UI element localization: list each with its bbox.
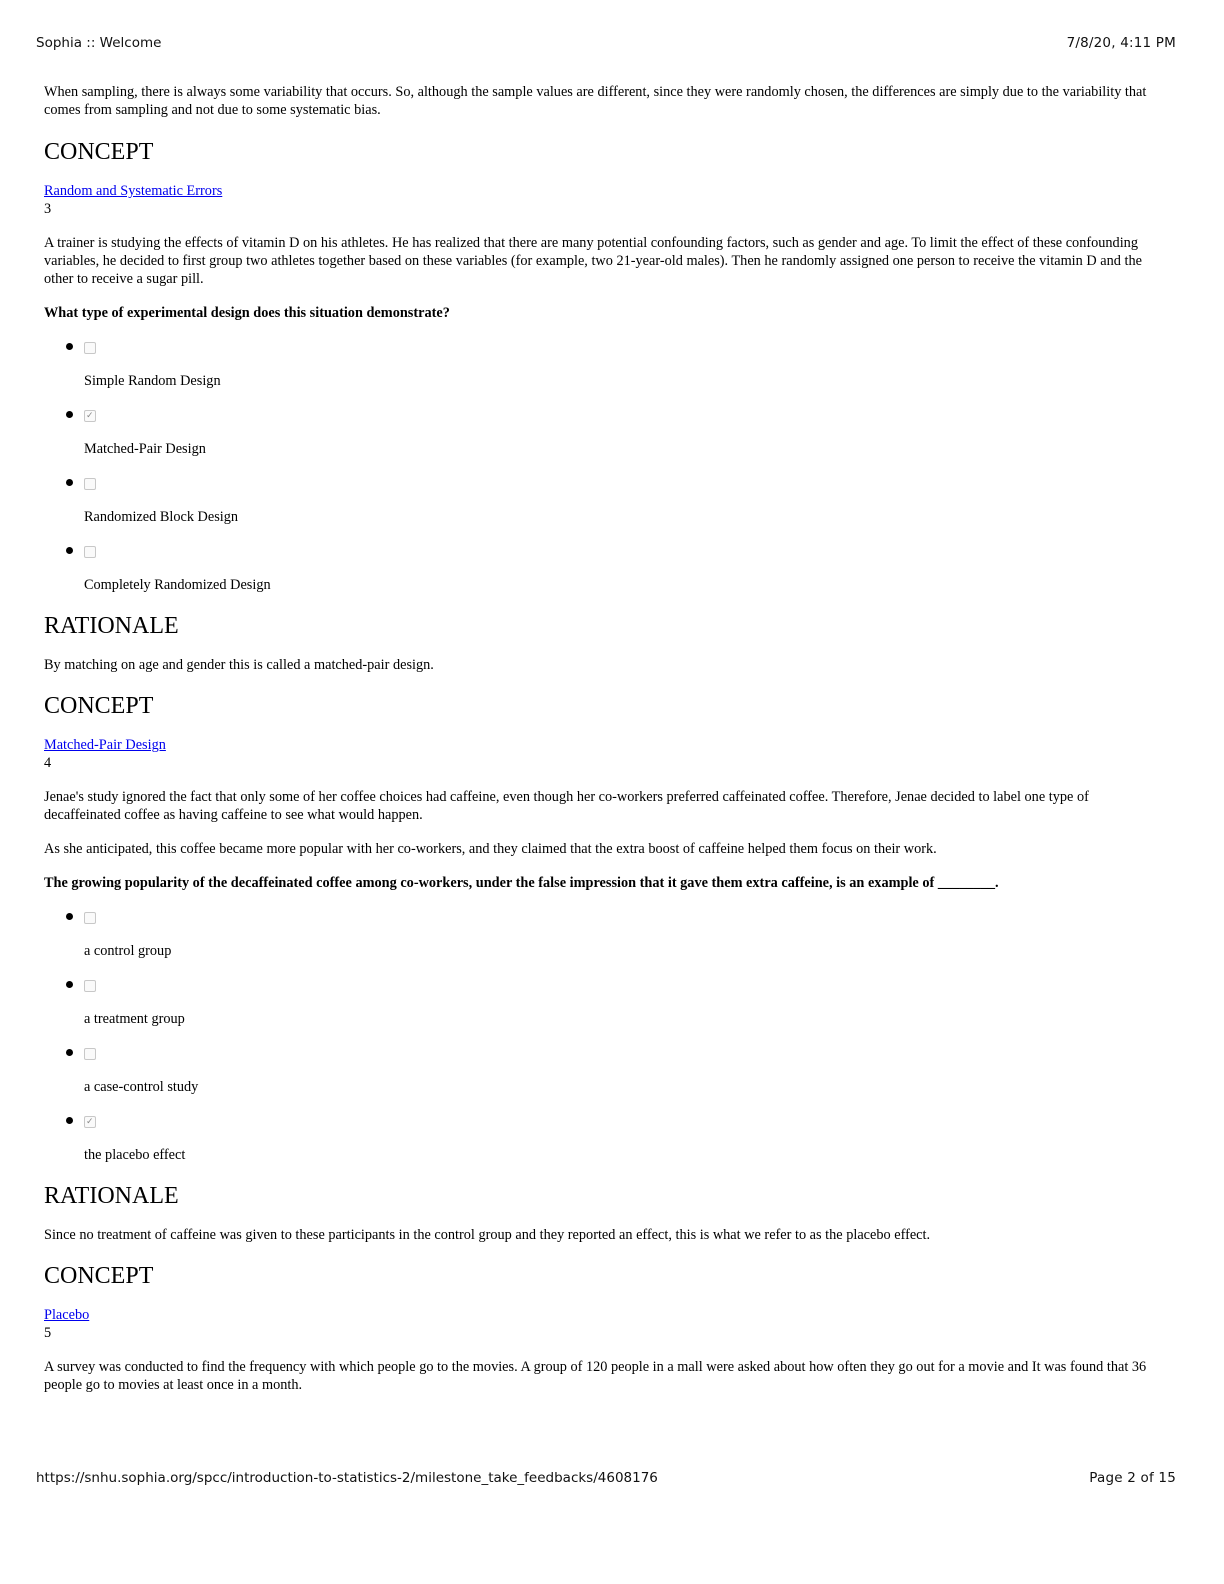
answer-option <box>44 474 1164 526</box>
bullet-icon <box>66 913 73 920</box>
answer-option <box>44 976 1164 1028</box>
checkbox[interactable] <box>84 1048 96 1060</box>
question-text: Jenae's study ignored the fact that only some of her coffee choices had caffeine, even though her co-workers preferred caffeinated coffee. Therefore, Jenae decided to label one type of decaffeinated coffee as having caffeine to see what would happen. <box>44 789 1089 823</box>
question-number: 4 <box>44 755 52 771</box>
option-label: a case-control study <box>84 1079 199 1095</box>
rationale-text: Since no treatment of caffeine was given to these participants in the control group and they reported an effect, this is what we refer to as the placebo effect. <box>44 1227 931 1243</box>
intro-paragraph: When sampling, there is always some variability that occurs. So, although the sample values are different, since they were randomly chosen, the differences are simply due to the variability that comes from sampling and not due to some systematic bias. <box>44 84 1147 118</box>
print-header <box>36 35 1176 51</box>
rationale-text: By matching on age and gender this is called a matched-pair design. <box>44 657 434 673</box>
question-number: 5 <box>44 1325 52 1341</box>
checkbox[interactable] <box>84 546 96 558</box>
page-title: Sophia :: Welcome <box>36 35 162 51</box>
option-label: the placebo effect <box>84 1147 186 1163</box>
bullet-icon <box>66 981 73 988</box>
question-text: As she anticipated, this coffee became more popular with her co-workers, and they claimed that the extra boost of caffeine helped them focus on their work. <box>44 841 937 857</box>
answer-option <box>44 1044 1164 1096</box>
checkbox[interactable] <box>84 478 96 490</box>
concept-heading: CONCEPT <box>44 693 154 719</box>
bullet-icon <box>66 547 73 554</box>
concept-link-placebo[interactable]: Placebo <box>44 1307 90 1323</box>
main-content <box>44 83 1164 1394</box>
question-text: A trainer is studying the effects of vitamin D on his athletes. He has realized that there are many potential confounding factors, such as gender and age. To limit the effect of these confounding variables, he decided to first group two athletes together based on these variables (for example, two 21-year-old males). Then he randomly assigned one person to receive the vitamin D and the other to receive a sugar pill. <box>44 235 1142 287</box>
question-text: A survey was conducted to find the frequency with which people go to the movies. A group of 120 people in a mall were asked about how often they go out for a movie and It was found that 36 people go to movies at least once in a month. <box>44 1359 1147 1393</box>
bullet-icon <box>66 343 73 350</box>
rationale-heading: RATIONALE <box>44 1183 179 1209</box>
bullet-icon <box>66 411 73 418</box>
option-label: a treatment group <box>84 1011 185 1027</box>
concept-link-matched-pair-design[interactable]: Matched-Pair Design <box>44 737 166 753</box>
option-label: Matched-Pair Design <box>84 441 206 457</box>
bullet-icon <box>66 1117 73 1124</box>
option-label: Randomized Block Design <box>84 509 239 525</box>
answer-option <box>44 542 1164 594</box>
print-footer <box>36 1470 1176 1486</box>
question-prompt: The growing popularity of the decaffeinated coffee among co-workers, under the false impression that it gave them extra caffeine, is an example of ________. <box>44 875 999 891</box>
answer-option <box>44 406 1164 458</box>
concept-link-random-systematic-errors[interactable]: Random and Systematic Errors <box>44 183 223 199</box>
print-datetime: 7/8/20, 4:11 PM <box>1066 35 1176 51</box>
checkbox[interactable] <box>84 980 96 992</box>
bullet-icon <box>66 1049 73 1056</box>
checkbox-checked[interactable] <box>84 410 96 422</box>
question-number: 3 <box>44 201 52 217</box>
checkbox[interactable] <box>84 342 96 354</box>
option-label: Completely Randomized Design <box>84 577 271 593</box>
concept-heading: CONCEPT <box>44 1263 154 1289</box>
rationale-heading: RATIONALE <box>44 613 179 639</box>
checkbox-checked[interactable] <box>84 1116 96 1128</box>
answer-options <box>44 338 1164 594</box>
checkbox[interactable] <box>84 912 96 924</box>
concept-heading: CONCEPT <box>44 139 154 165</box>
bullet-icon <box>66 479 73 486</box>
question-prompt: What type of experimental design does this situation demonstrate? <box>44 305 450 321</box>
answer-option <box>44 908 1164 960</box>
page-url: https://snhu.sophia.org/spcc/introduction-to-statistics-2/milestone_take_feedbacks/4608176 <box>36 1470 658 1486</box>
answer-option <box>44 1112 1164 1164</box>
page-number: Page 2 of 15 <box>1089 1470 1176 1486</box>
option-label: a control group <box>84 943 172 959</box>
option-label: Simple Random Design <box>84 373 221 389</box>
answer-options <box>44 908 1164 1164</box>
answer-option <box>44 338 1164 390</box>
